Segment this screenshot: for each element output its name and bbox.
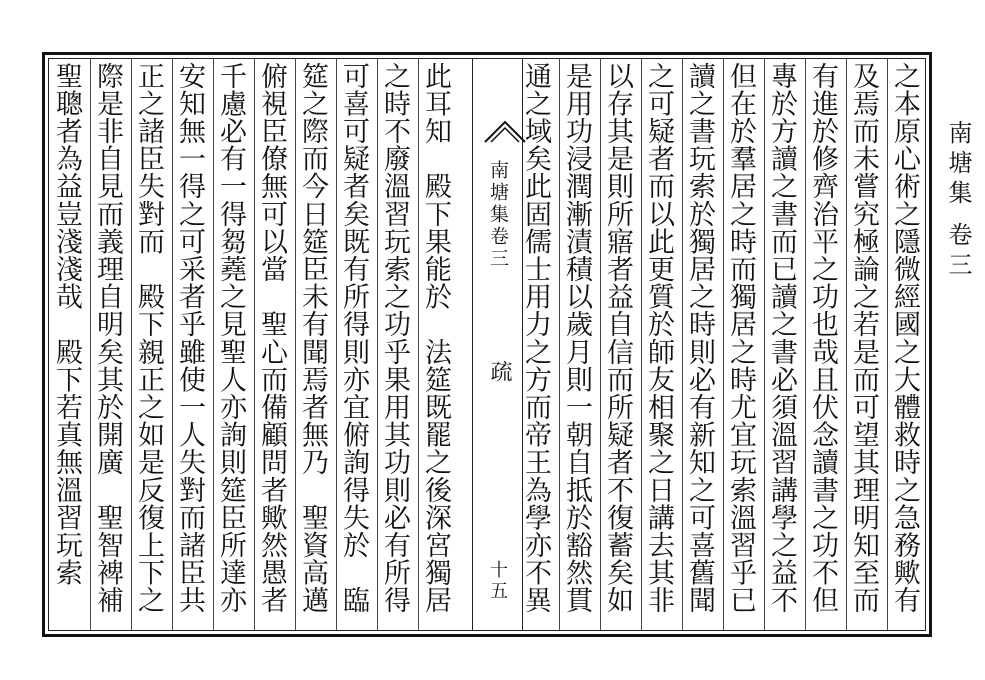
column-rule bbox=[295, 58, 296, 631]
fishtail-mark-icon bbox=[485, 118, 525, 158]
text-column-left-6: 千慮必有一得芻蕘之見聖人亦詢則筵臣所達亦 bbox=[215, 62, 246, 614]
margin-title: 南塘集 bbox=[944, 120, 972, 210]
text-column-right-7: 之可疑者而以此更質於師友相聚之日講去其非 bbox=[643, 62, 674, 614]
text-column-right-2: 及焉而未嘗究極論之若是而可望其理明知至而 bbox=[848, 62, 879, 614]
column-rule bbox=[846, 58, 847, 631]
column-rule bbox=[377, 58, 378, 631]
text-column-right-4: 專於方讀之書而已讀之書必須溫習講學之益不 bbox=[766, 62, 797, 614]
text-column-right-3: 有進於修齊治平之功也哉且伏念讀書之功不但 bbox=[807, 62, 838, 614]
text-column-left-10: 聖聰者為益豈淺淺哉 殿下若真無溫習玩索 bbox=[51, 62, 82, 587]
text-column-left-3: 可喜可疑者矣既有所得則亦宜俯詢得失於 臨 bbox=[338, 62, 369, 614]
text-column-right-5: 但在於羣居之時而獨居之時尤宜玩索溫習乎已 bbox=[725, 62, 756, 614]
column-rule bbox=[559, 58, 560, 631]
column-rule bbox=[764, 58, 765, 631]
column-rule bbox=[600, 58, 601, 631]
column-rule bbox=[887, 58, 888, 631]
margin-volume: 卷三 bbox=[944, 222, 972, 282]
center-rule-left bbox=[472, 58, 473, 631]
text-column-left-1: 此耳知 殿下果能於 法筵既罷之後深宮獨居 bbox=[420, 62, 451, 614]
text-column-left-8: 正之諸臣失對而 殿下親正之如是反復上下之 bbox=[133, 62, 164, 614]
text-column-right-9: 是用功浸潤漸漬積以歲月則一朝自抵於豁然貫 bbox=[561, 62, 592, 614]
center-section-label: 疏 bbox=[487, 360, 512, 385]
column-rule bbox=[90, 58, 91, 631]
text-column-right-6: 讀之書玩索於獨居之時則必有新知之可喜舊聞 bbox=[684, 62, 715, 614]
center-book-title: 南塘集卷三 bbox=[487, 160, 509, 270]
text-column-left-9: 際是非自見而義理自明矣其於開廣 聖智裨補 bbox=[92, 62, 123, 614]
column-rule bbox=[336, 58, 337, 631]
column-rule bbox=[682, 58, 683, 631]
column-rule bbox=[805, 58, 806, 631]
column-rule bbox=[172, 58, 173, 631]
text-column-right-1: 之本原心術之隱微經國之大體救時之急務歟有 bbox=[889, 62, 920, 614]
text-column-left-7: 安知無一得之可采者乎雖使一人失對而諸臣共 bbox=[174, 62, 205, 614]
text-column-left-2: 之時不廢溫習玩索之功乎果用其功則必有所得 bbox=[379, 62, 410, 614]
column-rule bbox=[723, 58, 724, 631]
center-page-number: 十五 bbox=[487, 560, 508, 602]
column-rule bbox=[254, 58, 255, 631]
column-rule bbox=[131, 58, 132, 631]
column-rule bbox=[641, 58, 642, 631]
text-column-left-5: 俯視臣僚無可以當 聖心而備顧問者歟然愚者 bbox=[256, 62, 287, 614]
column-rule bbox=[418, 58, 419, 631]
text-column-left-4: 筵之際而今日筵臣未有聞焉者無乃 聖資高邁 bbox=[297, 62, 328, 614]
text-column-right-10: 通之域矣此固儒士用力之方而帝王為學亦不異 bbox=[520, 62, 551, 614]
column-rule bbox=[213, 58, 214, 631]
text-column-right-8: 以存其是則所寤者益自信而所疑者不復蓄矣如 bbox=[602, 62, 633, 614]
